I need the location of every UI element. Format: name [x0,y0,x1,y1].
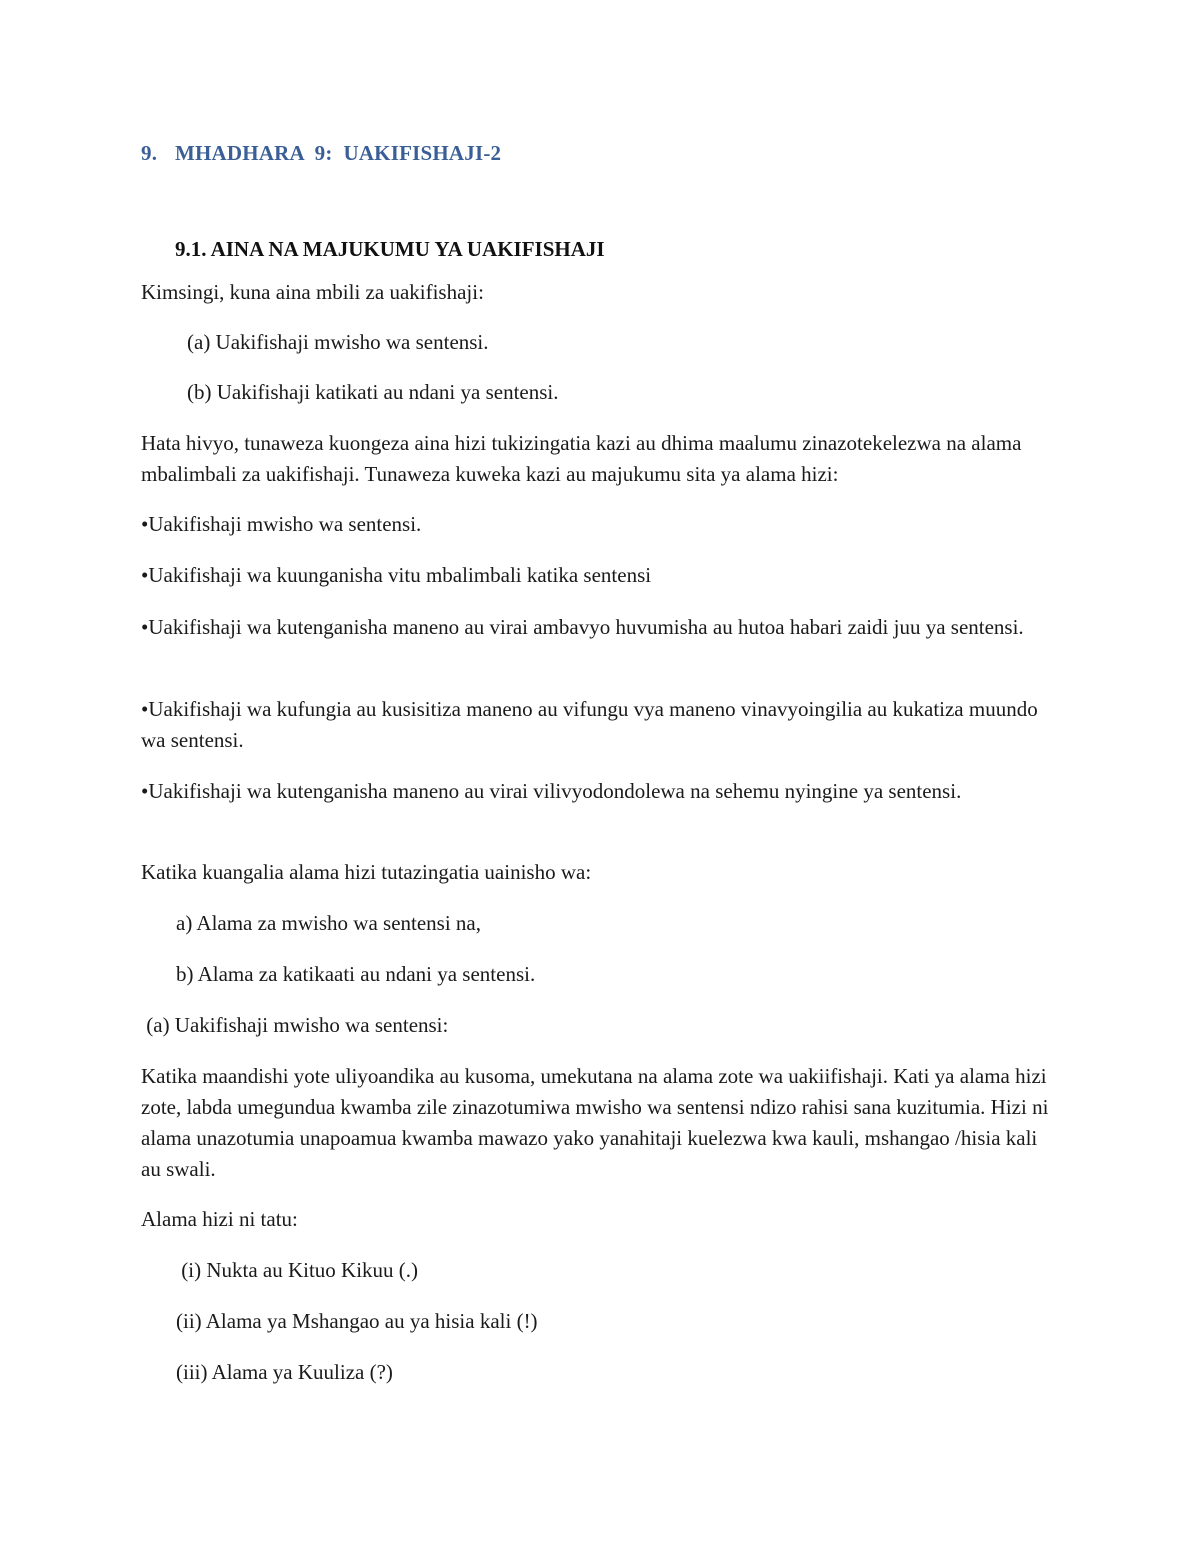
bullet-item: •Uakifishaji wa kuunganisha vitu mbalimbali katika sentensi [141,563,652,587]
paragraph-kazi: Hata hivyo, tunaweza kuongeza aina hizi tukizingatia kazi au dhima maalumu zinazotekelezwa na alama mbalimbali za uakifishaji. Tunaweza kuweka kazi au majukumu sita ya alama hizi: [141,431,1022,486]
section-heading: 9.1. AINA NA MAJUKUMU YA UAKIFISHAJI [175,237,605,261]
bullet-item: •Uakifishaji mwisho wa sentensi. [141,512,422,536]
class-item-b: b) Alama za katikaati au ndani ya sentensi. [176,962,536,986]
chapter-heading [141,141,501,166]
subsection-title: (a) Uakifishaji mwisho wa sentensi: [141,1013,449,1037]
paragraph-alama-tatu: Alama hizi ni tatu: [141,1207,298,1231]
bullet-item: •Uakifishaji wa kutenganisha maneno au virai ambavyo huvumisha au hutoa habari zaidi juu ya sentensi. [141,615,1024,639]
paragraph-uainisho: Katika kuangalia alama hizi tutazingatia uainisho wa: [141,860,592,884]
bullet-item: •Uakifishaji wa kufungia au kusisitiza maneno au vifungu vya maneno vinavyoingilia au kukatiza muundo wa sentensi. [141,697,1038,752]
class-item-a: a) Alama za mwisho wa sentensi na, [176,911,481,935]
mark-item-ii: (ii) Alama ya Mshangao au ya hisia kali (!) [176,1309,538,1333]
type-item-a: (a) Uakifishaji mwisho wa sentensi. [187,330,489,354]
type-item-b: (b) Uakifishaji katikati au ndani ya sentensi. [187,380,559,404]
paragraph-maandishi: Katika maandishi yote uliyoandika au kusoma, umekutana na alama zote wa uakiifishaji. Kati ya alama hizi zote, labda umegundua kwamba zile zinazotumiwa mwisho wa sentensi ndizo rahisi sana kuzitumia. Hizi ni alama unazotumia unapoamua kwamba mawazo yako yanahitaji kuelezwa kwa kauli, mshangao /hisia kali au swali. [141,1064,1049,1181]
mark-item-i: (i) Nukta au Kituo Kikuu (.) [176,1258,419,1282]
bullet-item: •Uakifishaji wa kutenganisha maneno au virai vilivyodondolewa na sehemu nyingine ya sentensi. [141,779,962,803]
chapter-title: MHADHARA 9: UAKIFISHAJI-2 [175,141,502,165]
mark-item-iii: (iii) Alama ya Kuuliza (?) [176,1360,393,1384]
chapter-number: 9. [141,141,158,165]
intro-line: Kimsingi, kuna aina mbili za uakifishaji: [141,280,484,304]
